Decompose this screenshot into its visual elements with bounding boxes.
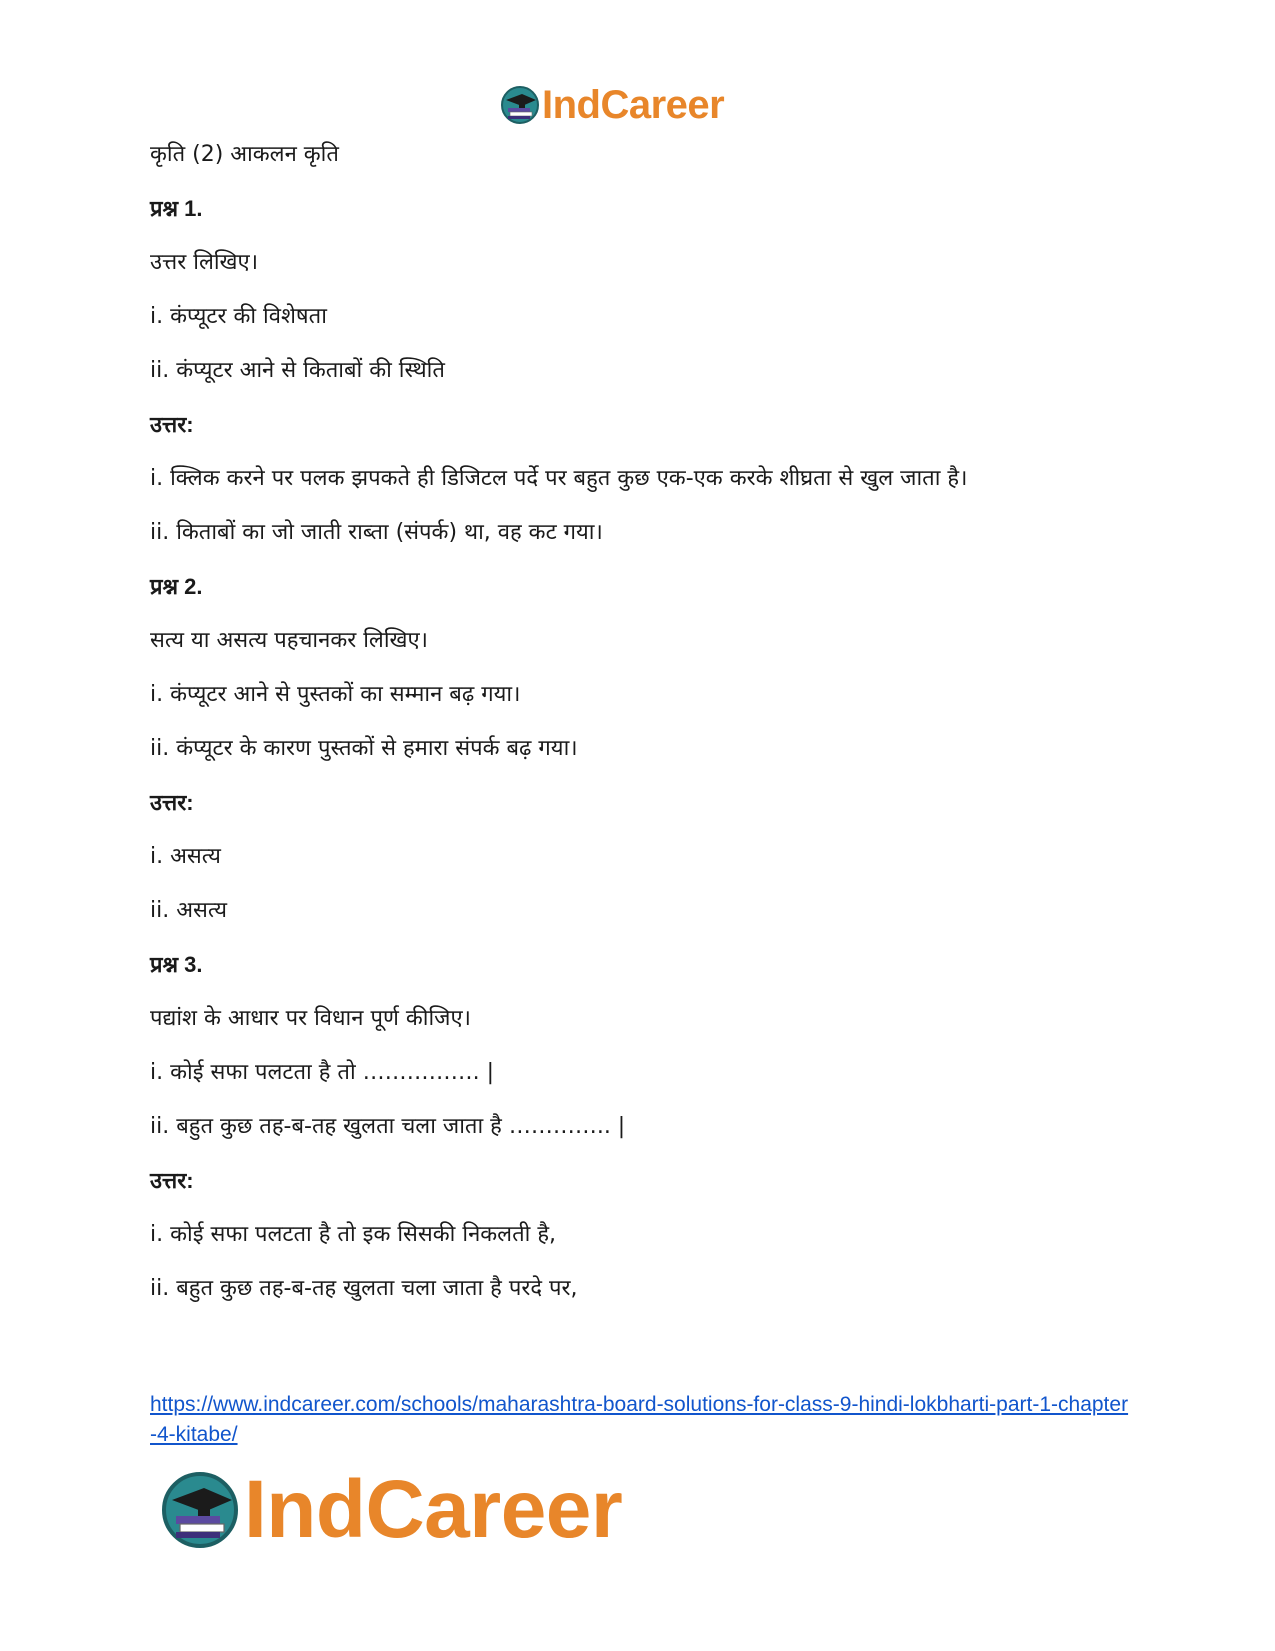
answer-label-2: उत्तर:	[150, 790, 194, 815]
question-2-item-1: i. कंप्यूटर आने से पुस्तकों का सम्मान बढ़ गया।	[150, 682, 521, 707]
logo-wordmark: IndCareer	[244, 1464, 623, 1555]
footer-logo	[160, 1465, 622, 1555]
question-2-answer-2: ii. असत्य	[150, 898, 228, 923]
question-3-item-1: i. कोई सफा पलटता है तो ……………. |	[150, 1060, 495, 1085]
question-3-answer-2: ii. बहुत कुछ तह-ब-तह खुलता चला जाता है परदे पर,	[150, 1276, 578, 1301]
header-logo	[500, 80, 724, 130]
graduation-book-icon	[500, 85, 540, 125]
answer-label-3: उत्तर:	[150, 1168, 194, 1193]
question-2-label: प्रश्न 2.	[150, 574, 203, 599]
question-3-instruction: पद्यांश के आधार पर विधान पूर्ण कीजिए।	[150, 1006, 471, 1031]
question-1-answer-2: ii. किताबों का जो जाती राब्ता (संपर्क) था, वह कट गया।	[150, 520, 603, 545]
question-3-label: प्रश्न 3.	[150, 952, 203, 977]
question-1-item-1: i. कंप्यूटर की विशेषता	[150, 304, 327, 329]
logo-wordmark: IndCareer	[542, 83, 725, 127]
answer-label-1: उत्तर:	[150, 412, 194, 437]
question-2-item-2: ii. कंप्यूटर के कारण पुस्तकों से हमारा संपर्क बढ़ गया।	[150, 736, 578, 761]
question-2-answer-1: i. असत्य	[150, 844, 221, 869]
question-2-instruction: सत्य या असत्य पहचानकर लिखिए।	[150, 628, 429, 653]
question-1-item-2: ii. कंप्यूटर आने से किताबों की स्थिति	[150, 358, 445, 383]
question-1-label: प्रश्न 1.	[150, 196, 203, 221]
question-1-instruction: उत्तर लिखिए।	[150, 250, 259, 275]
section-title: कृति (2) आकलन कृति	[150, 142, 339, 167]
question-3-answer-1: i. कोई सफा पलटता है तो इक सिसकी निकलती है,	[150, 1222, 556, 1247]
question-3-item-2: ii. बहुत कुछ तह-ब-तह खुलता चला जाता है ………….. |	[150, 1114, 626, 1139]
graduation-book-icon	[160, 1470, 240, 1550]
source-link[interactable]: https://www.indcareer.com/schools/maharashtra-board-solutions-for-class-9-hindi-lokbharti-part-1-chapter-4-kitabe/	[150, 1393, 1129, 1446]
question-1-answer-1: i. क्लिक करने पर पलक झपकते ही डिजिटल पर्दे पर बहुत कुछ एक-एक करके शीघ्रता से खुल जाता है।	[150, 466, 968, 491]
